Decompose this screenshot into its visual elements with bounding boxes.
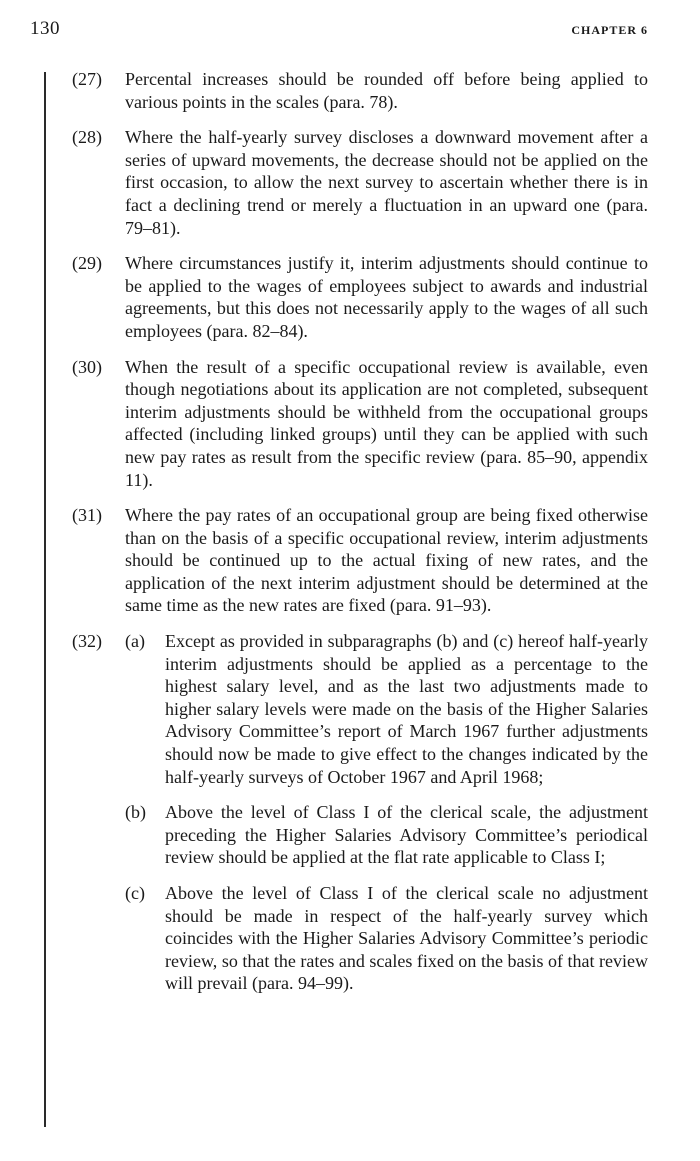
item-text: Where the half-yearly survey discloses a downward movement after a series of upward movements, the decrease should not be applied on the first occasion, to allow the next survey to ascertain whether there is in fact a declining trend or merely a fluctuation in an upward one (para. 79–81). bbox=[125, 127, 648, 238]
subparagraph-letter: (b) bbox=[125, 802, 146, 823]
recommendation-30 bbox=[72, 356, 648, 492]
item-text: Where the pay rates of an occupational group are being fixed otherwise than on the basis of a specific occupational review, interim adjustments should be continued up to the actual fixing of new rates, and the application of the next interim adjustment should be determined at the same time as the new rates are fixed (para. 91–93). bbox=[125, 505, 648, 616]
page-number: 130 bbox=[30, 18, 60, 39]
margin-rule bbox=[44, 72, 46, 1127]
subparagraph-letter: (a) bbox=[125, 631, 145, 652]
item-number: (30) bbox=[72, 356, 102, 377]
item-number: (32) bbox=[72, 631, 102, 652]
running-head: CHAPTER 6 bbox=[571, 23, 648, 37]
recommendation-31 bbox=[72, 504, 648, 617]
item-text: When the result of a specific occupational review is available, even though negotiations about its application are not completed, subsequent interim adjustments should be withheld from the occupational groups affected (including linked groups) until they can be applied with such new pay rates as result from the specific review (para. 85–90, appendix 11). bbox=[125, 356, 648, 490]
recommendation-32 bbox=[72, 630, 648, 995]
recommendation-27 bbox=[72, 68, 648, 113]
item-text: Where circumstances justify it, interim adjustments should continue to be applied to the wages of employees subject to awards and industrial agreements, but this does not necessarily apply to the wages of all such employees (para. 82–84). bbox=[125, 253, 648, 341]
recommendation-29 bbox=[72, 252, 648, 342]
recommendation-28 bbox=[72, 126, 648, 239]
subparagraph-a bbox=[125, 630, 648, 788]
subparagraph-b bbox=[125, 801, 648, 869]
item-number: (29) bbox=[72, 253, 102, 274]
subparagraph-letter: (c) bbox=[125, 883, 145, 903]
subparagraph-text: Except as provided in subparagraphs (b) and (c) hereof half-yearly interim adjustments should be applied as a percentage to the highest salary level, and as the last two adjustments made to higher salary levels were made on the basis of the Higher Salaries Advisory Committee’s report of March 1967 further adjustments should now be made to give effect to the changes indicated by the half-yearly surveys of October 1967 and April 1968; bbox=[165, 631, 648, 787]
subparagraph-c bbox=[125, 882, 648, 995]
subparagraph-text: Above the level of Class I of the clerical scale no adjustment should be made in respect of the half-yearly survey which coincides with the Higher Salaries Advisory Committee’s periodic review, so that the rates and scales fixed on the basis of that review will prevail (para. 94–99). bbox=[165, 883, 648, 994]
item-text: Percental increases should be rounded off before being applied to various points in the scales (para. 78). bbox=[125, 69, 648, 112]
recommendations-list bbox=[72, 68, 648, 1008]
item-number: (31) bbox=[72, 505, 102, 526]
item-number: (28) bbox=[72, 127, 102, 148]
item-number: (27) bbox=[72, 69, 102, 89]
subparagraph-text: Above the level of Class I of the clerical scale, the adjustment preceding the Higher Salaries Advisory Committee’s periodical review should be applied at the flat rate applicable to Class I; bbox=[165, 802, 648, 868]
